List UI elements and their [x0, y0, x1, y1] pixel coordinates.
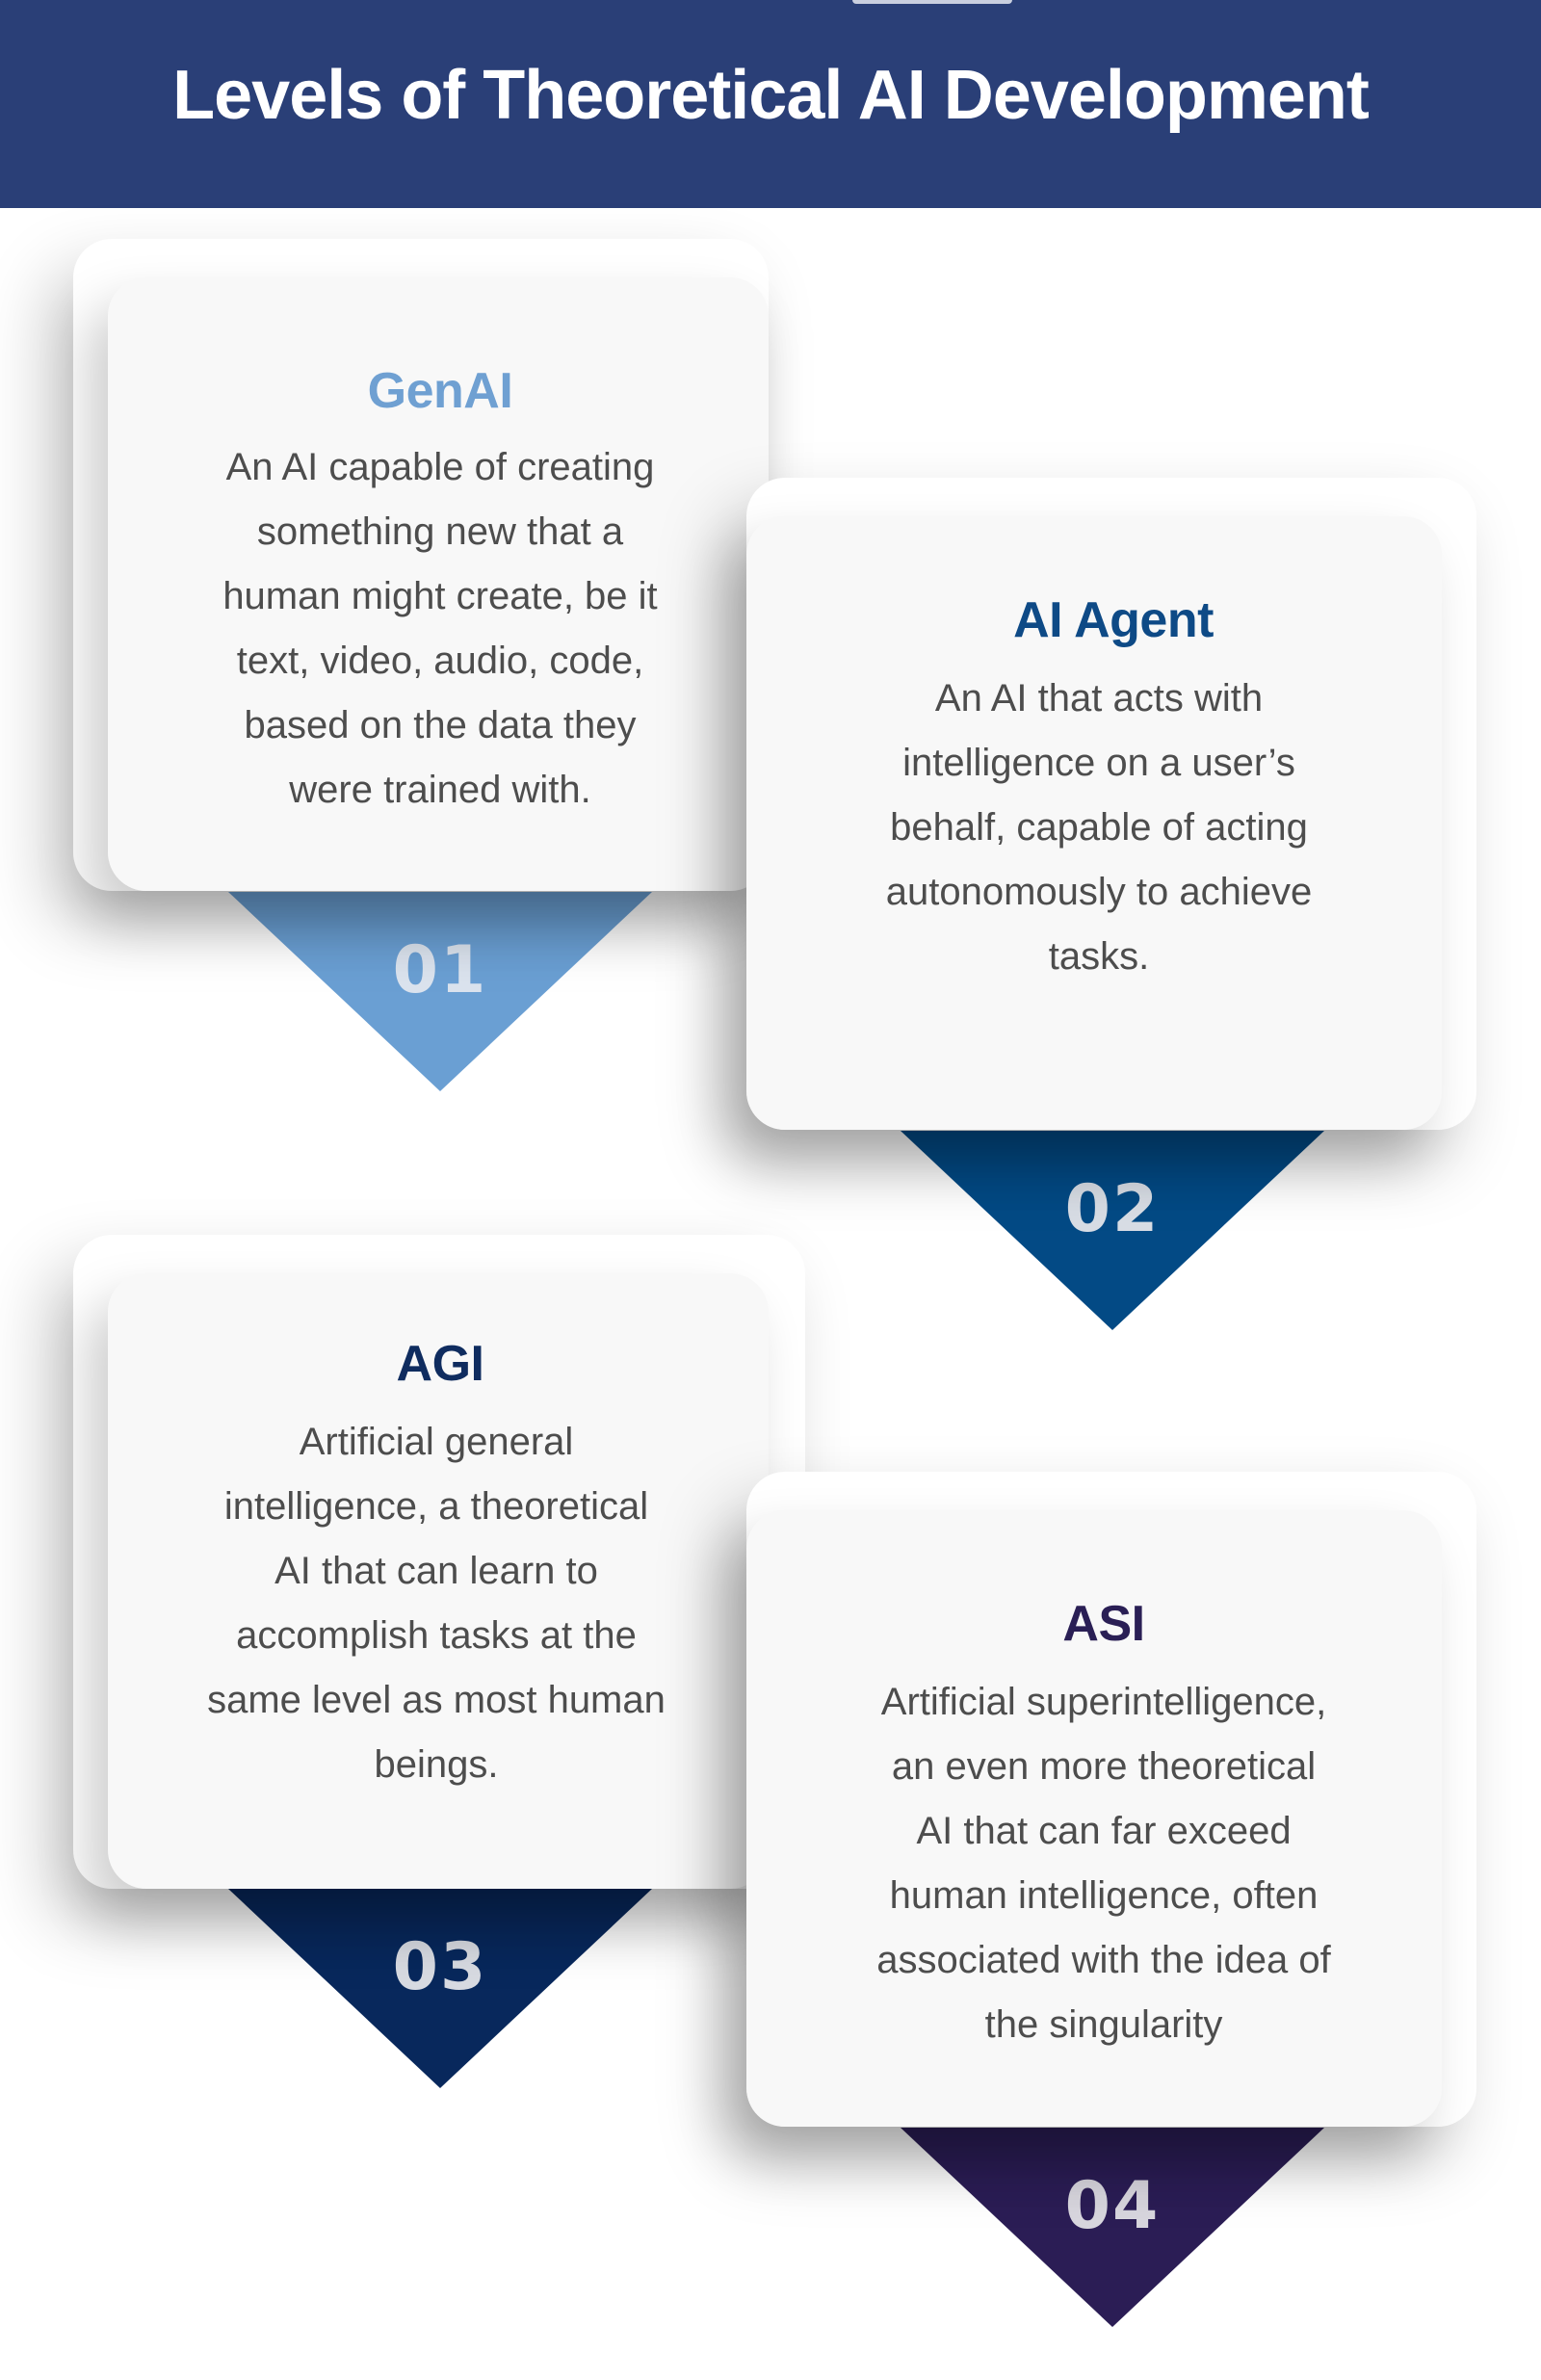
level-number-02: 02 [1064, 1171, 1161, 1247]
header-tab-decoration [852, 0, 1012, 4]
level-number-03: 03 [392, 1929, 488, 2005]
level-description-02: An AI that acts with intelligence on a user’s behalf, capable of acting autonomously to achieve tasks. [885, 677, 1313, 978]
level-title-04: ASI [1062, 1596, 1145, 1652]
page-title: Levels of Theoretical AI Development [172, 57, 1369, 134]
level-title-03: AGI [396, 1336, 484, 1392]
level-title-01: GenAI [367, 363, 513, 419]
level-number-01: 01 [392, 932, 488, 1008]
level-description-01: An AI capable of creating something new that a human might create, be it text, video, audio, code, based on the data they were trained with. [222, 446, 658, 811]
level-title-02: AI Agent [1013, 592, 1214, 648]
header-banner [0, 0, 1541, 208]
level-description-04: Artificial superintelligence, an even more theoretical AI that can far exceed human intelligence, often associated with the idea of the singularity [876, 1681, 1331, 2046]
level-number-04: 04 [1064, 2168, 1161, 2244]
level-description-03: Artificial general intelligence, a theoretical AI that can learn to accomplish tasks at the same level as most human beings. [207, 1421, 666, 1786]
